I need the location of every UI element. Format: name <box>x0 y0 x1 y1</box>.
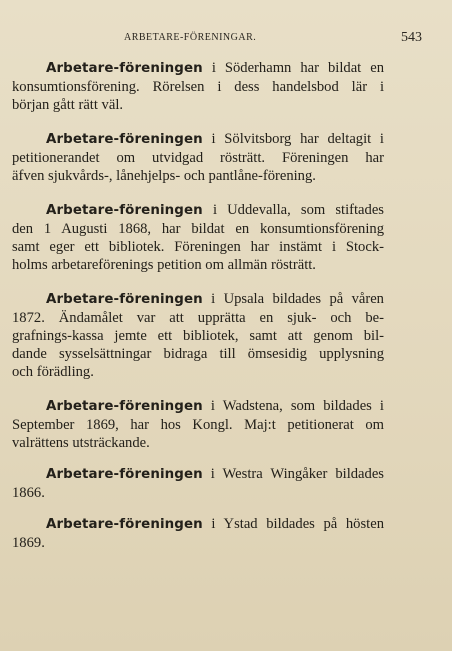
entry-line: September 1869, har hos Kongl. Maj:t petitionerat om <box>12 417 384 433</box>
running-title: ARBETARE-FÖRENINGAR. <box>124 32 257 43</box>
entry-line: holms arbetareförenings petition om allmän rösträtt. <box>12 257 316 273</box>
entry-first-line <box>12 515 384 534</box>
entry-line: dande sysselsättningar bidraga till ömsesidig upplysning <box>12 346 384 362</box>
entry-line: 1869. <box>12 535 45 551</box>
entry-line: 1872. Ändamålet var att upprätta en sjuk- och be- <box>12 310 384 326</box>
entry-ystad <box>12 515 384 552</box>
entry-first-line <box>12 290 384 309</box>
entry-line: grafnings-kassa jemte ett bibliotek, samt att genom bil- <box>12 328 384 344</box>
entry-westra-wingaker <box>12 465 384 502</box>
entry-text: i Söderhamn har bildat en <box>211 60 384 76</box>
page-body <box>12 59 384 568</box>
entry-line: den 1 Augusti 1868, har bildat en konsumtionsförening <box>12 221 384 237</box>
entry-heading: Arbetare-föreningen <box>46 203 203 218</box>
entry-line: konsumtionsförening. Rörelsen i dess handelsbod lär i <box>12 79 384 95</box>
entry-heading: Arbetare-föreningen <box>46 467 203 482</box>
entry-heading: Arbetare-föreningen <box>46 132 203 147</box>
entry-line: 1866. <box>12 485 45 501</box>
entry-line: äfven sjukvårds-, lånehjelps- och pantlåne-förening. <box>12 168 316 184</box>
page-number: 543 <box>401 30 422 45</box>
entry-line: petitionerandet om utvidgad rösträtt. Föreningen har <box>12 150 384 166</box>
entry-text: i Upsala bildades på våren <box>211 291 384 307</box>
entry-line: valrättens utsträckande. <box>12 435 150 451</box>
entry-wadstena <box>12 397 384 452</box>
entry-first-line <box>12 465 384 484</box>
entry-heading: Arbetare-föreningen <box>46 399 203 414</box>
entry-heading: Arbetare-föreningen <box>46 517 203 532</box>
entry-text: i Wadstena, som bildades i <box>210 398 384 414</box>
entry-first-line <box>12 59 384 78</box>
entry-text: i Sölvitsborg har deltagit i <box>211 131 384 147</box>
entry-text: i Westra Wingåker bildades <box>210 466 384 482</box>
entry-upsala <box>12 290 384 381</box>
entry-uddevalla <box>12 201 384 274</box>
entry-soderhamn <box>12 59 384 114</box>
entry-line: början gått rätt väl. <box>12 97 124 113</box>
entry-heading: Arbetare-föreningen <box>46 292 203 307</box>
entry-first-line <box>12 130 384 149</box>
entry-solvitsborg <box>12 130 384 185</box>
entry-first-line <box>12 397 384 416</box>
entry-first-line <box>12 201 384 220</box>
entry-line: och förädling. <box>12 364 94 380</box>
entry-line: samt eger ett bibliotek. Föreningen har instämt i Stock- <box>12 239 384 255</box>
entry-heading: Arbetare-föreningen <box>46 61 203 76</box>
entry-text: i Ystad bildades på hösten <box>211 516 384 532</box>
entry-text: i Uddevalla, som stiftades <box>212 202 384 218</box>
running-header <box>12 31 440 47</box>
